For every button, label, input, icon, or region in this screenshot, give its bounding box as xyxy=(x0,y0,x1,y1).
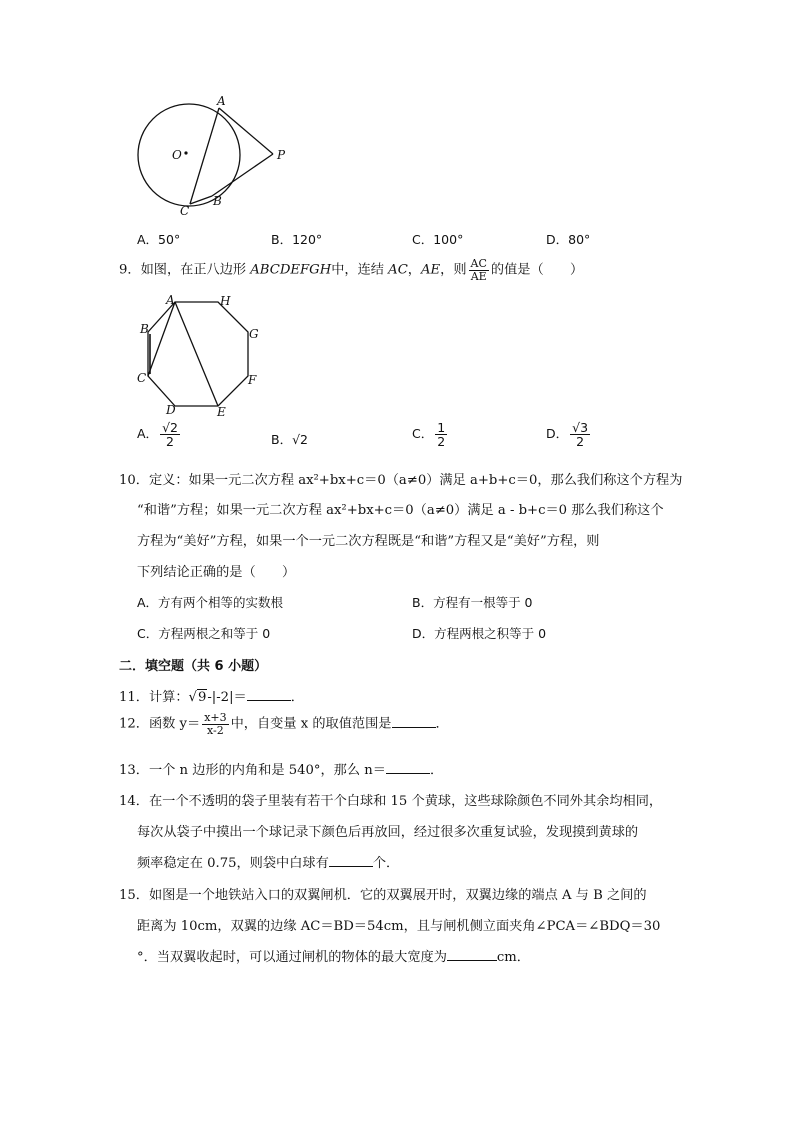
q14-blank xyxy=(329,854,373,867)
q13 xyxy=(119,759,443,778)
q9-seg-ae: AE xyxy=(420,262,441,278)
q12-post2: ． xyxy=(435,716,449,732)
oct-label-e: E xyxy=(217,405,226,419)
chord-ac xyxy=(190,108,219,204)
q12-pre: 12．函数 y＝ xyxy=(119,716,201,732)
q14-line-2: 每次从袋子中摸出一个球记录下颜色后再放回，经过很多次重复试验，发现摸到黄球的 xyxy=(137,825,639,840)
octagon xyxy=(148,302,248,406)
q8-option-d: D．80° xyxy=(546,232,591,247)
segment-ae xyxy=(175,302,218,406)
q12-post1: 中，自变量 x 的取值范围是 xyxy=(230,716,392,732)
oct-label-g: G xyxy=(249,327,259,341)
q10-line-2: “和谐”方程；如果一元二次方程 ax²+bx+c＝0（a≠0）满足 a - b+c＝0 那么我们称这个 xyxy=(137,503,664,518)
label-a: A xyxy=(217,94,226,108)
q9-opt-c-den: 2 xyxy=(437,434,446,450)
q10-option-b: B．方程有一根等于 0 xyxy=(412,595,533,610)
q9-opt-d-label: D． xyxy=(546,426,569,442)
q9-opt-a-frac xyxy=(160,421,180,448)
tangent-pa xyxy=(219,108,273,154)
q11-radicand: 9 xyxy=(197,690,207,705)
oct-label-c: C xyxy=(137,371,147,385)
q9-opt-c-frac xyxy=(435,421,447,448)
q9-opt-b-val: √2 xyxy=(292,432,308,447)
q9-text-mid: 中，连结 xyxy=(331,262,384,278)
q8-option-b: B．120° xyxy=(271,232,323,247)
q13-blank xyxy=(386,761,430,774)
q9-fraction xyxy=(469,258,489,282)
q10-line-4: 下列结论正确的是（ ） xyxy=(137,565,296,580)
label-c: C xyxy=(180,204,190,218)
q9-seg-ac: AC xyxy=(388,262,408,278)
q9-opt-a-num: √2 xyxy=(162,420,178,435)
oct-label-d: D xyxy=(166,403,176,417)
q15-blank xyxy=(447,948,497,961)
q10-line-1: 10．定义：如果一元二次方程 ax²+bx+c＝0（a≠0）满足 a+b+c＝0，那么我们称这个方程为 xyxy=(119,473,683,488)
q10-option-a: A．方有两个相等的实数根 xyxy=(137,595,284,610)
center-dot xyxy=(184,151,187,154)
oct-label-f: F xyxy=(248,373,257,387)
q13-post: ． xyxy=(429,763,444,778)
q11-pre: 11．计算： xyxy=(119,690,189,705)
q9-opt-d-frac xyxy=(570,421,590,448)
q9-figure xyxy=(134,292,266,420)
q9-opt-c-num: 1 xyxy=(437,420,446,435)
q12-fraction xyxy=(202,712,228,736)
q9-opt-a-label: A． xyxy=(137,426,159,442)
q9-option-c xyxy=(412,421,449,448)
chord-cb xyxy=(190,196,212,204)
q9-frac-num: AC xyxy=(470,257,487,270)
q12-frac-num: x+3 xyxy=(204,711,227,724)
q8-figure xyxy=(130,92,300,218)
q14-line-3-pre: 频率稳定在 0.75，则袋中白球有 xyxy=(137,856,329,871)
q9-opt-d-num: √3 xyxy=(572,420,589,435)
q12-blank xyxy=(392,715,436,728)
q14-line-3 xyxy=(137,852,399,871)
q9-opt-b-label: B． xyxy=(271,432,293,447)
q9-option-a xyxy=(137,421,182,448)
q15-line-3-post: cm． xyxy=(496,950,530,965)
q15-line-2: 距离为 10cm，双翼的边缘 AC＝BD＝54cm，且与闸机侧立面夹角∠PCA＝∠BDQ＝30 xyxy=(137,919,661,934)
q10-option-d: D．方程两根之积等于 0 xyxy=(412,626,547,641)
q14-line-3-post: 个． xyxy=(372,856,400,871)
oct-label-b: B xyxy=(140,322,149,336)
section-2-title: 二．填空题（共 6 小题） xyxy=(119,659,268,674)
q15-line-3 xyxy=(137,946,530,965)
q9-text-pre: 9．如图，在正八边形 xyxy=(119,262,247,278)
oct-label-a: A xyxy=(166,293,175,307)
label-b: B xyxy=(213,194,222,208)
q13-pre: 13．一个 n 边形的内角和是 540°，那么 n＝ xyxy=(119,763,386,778)
label-p: P xyxy=(277,148,286,162)
tangent-pb xyxy=(212,154,273,196)
circle-o xyxy=(138,104,240,206)
q9-opt-a-den: 2 xyxy=(166,434,174,450)
q9-sep: ， xyxy=(407,262,421,278)
q15-line-1: 15．如图是一个地铁站入口的双翼闸机．它的双翼展开时，双翼边缘的端点 A 与 B 之间的 xyxy=(119,888,647,903)
q9-opt-d-den: 2 xyxy=(576,434,585,450)
q9-text-then: ，则 xyxy=(440,262,467,278)
q12 xyxy=(119,712,449,736)
q11-post: ． xyxy=(290,690,304,705)
q14-line-1: 14．在一个不透明的袋子里装有若干个白球和 15 个黄球，这些球除颜色不同外其余均相同， xyxy=(119,794,663,809)
q10-line-3: 方程为“美好”方程，如果一个一元二次方程既是“和谐”方程又是“美好”方程，则 xyxy=(137,534,600,549)
q8-option-a: A．50° xyxy=(137,232,181,247)
q9-stem xyxy=(119,258,583,282)
q9-text-post: 的值是（ ） xyxy=(490,262,584,278)
q9-option-d xyxy=(546,421,592,448)
q12-frac-den: x-2 xyxy=(207,723,224,737)
q9-shape: ABCDEFGH xyxy=(250,262,332,278)
q11-blank xyxy=(247,688,291,701)
q11-mid: -|-2|＝ xyxy=(207,690,247,705)
q11 xyxy=(119,686,304,705)
q8-option-c: C．100° xyxy=(412,232,464,247)
q9-opt-c-label: C． xyxy=(412,426,434,442)
q10-option-c: C．方程两根之和等于 0 xyxy=(137,626,271,641)
q11-sqrt: √9 xyxy=(188,690,207,705)
q9-option-b xyxy=(271,430,308,448)
label-o: O xyxy=(172,148,182,162)
oct-label-h: H xyxy=(220,294,231,308)
q9-frac-den: AE xyxy=(470,269,487,283)
segment-ac xyxy=(148,302,175,376)
q15-line-3-pre: °．当双翼收起时，可以通过闸机的物体的最大宽度为 xyxy=(137,950,447,965)
